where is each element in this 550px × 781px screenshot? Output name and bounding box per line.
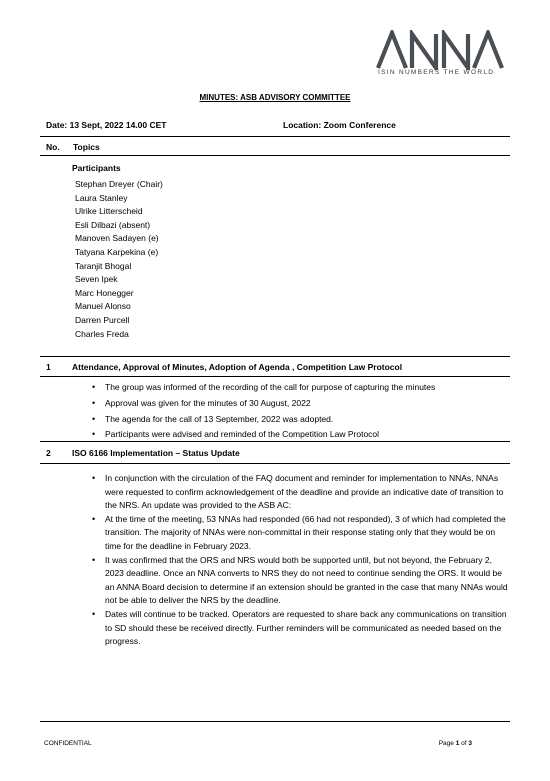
bullet-item: • Participants were advised and reminded of the Competition Law Protocol [92,428,512,442]
participant: Stephan Dreyer (Chair) [75,179,163,189]
section-2-bullets [92,472,512,649]
participant: Esli Dilbazi (absent) [75,219,151,230]
column-header-topics: Topics [73,142,100,152]
participant: Marc Honegger [75,287,134,298]
participant: Manuel Alonso [75,301,131,312]
section-number: 1 [46,362,51,372]
logo-tagline: ISIN NUMBERS THE WORLD [378,69,495,76]
meeting-date: Date: 13 Sept, 2022 14.00 CET [46,120,167,130]
divider [40,136,510,137]
participant: Charles Freda [75,328,129,339]
section-title: ISO 6166 Implementation – Status Update [72,448,240,458]
footer-confidential: CONFIDENTIAL [44,740,92,747]
total-pages: 3 [468,740,472,747]
bullet-item: • Dates will continue to be tracked. Operators are requested to share back any communications on transition to SD should these be received directly. Further reminders will be communicated as needed based on the progress. [92,608,512,649]
participant: Darren Purcell [75,314,130,325]
anna-logo-mark [372,30,522,70]
participant: Seven Ipek [75,274,118,285]
participant: Taranjit Bhogal [75,260,132,271]
divider [40,356,510,357]
participant: Manoven Sadayen (e) [75,233,159,244]
participant: Tatyana Karpekina (e) [75,246,159,257]
divider [40,376,510,377]
section-1-bullets [92,381,512,444]
section-number: 2 [46,448,51,458]
page-of: of [461,740,467,747]
bullet-item: • The group was informed of the recording of the call for purpose of capturing the minutes [92,381,512,395]
current-page: 1 [455,740,460,747]
bullet-item: • It was confirmed that the ORS and NRS would both be supported until, but not beyond, the February 2, 2023 deadline. Once an NNA converts to NRS they do not need to continue sending the ORS. It would be an ANNA Board decision to determine if an extension should be granted in the case that many NNAs would not be able to deliver the NRS by the deadline. [92,554,512,608]
participant: Laura Stanley [75,192,128,203]
divider [40,463,510,464]
page-label: Page [438,740,454,747]
bullet-item: • The agenda for the call of 13 September, 2022 was adopted. [92,413,512,427]
section-title: Attendance, Approval of Minutes, Adoption of Agenda , Competition Law Protocol [72,362,403,372]
document-title: MINUTES: ASB ADVISORY COMMITTEE [199,93,351,102]
divider [40,155,510,156]
meeting-location: Location: Zoom Conference [283,120,396,130]
page-number [439,740,472,747]
bullet-item: • Approval was given for the minutes of 30 August, 2022 [92,397,512,411]
participant: Ulrike Litterscheid [75,206,143,217]
column-header-no: No. [46,142,60,152]
bullet-item: • In conjunction with the circulation of the FAQ document and reminder for implementation to NNAs, NNAs were requested to confirm acknowledgement of the deadline and provide an indicative date of transition to the NRS. An update was provided to the ASB AC: [92,472,512,513]
participants-list [75,178,163,341]
footer-divider [40,721,510,722]
bullet-item: • At the time of the meeting, 53 NNAs had responded (66 had not responded), 3 of which had completed the transition. The majority of NNAs were non-committal in their response stating only that they would be on time for the deadline in February 2023. [92,513,512,554]
divider [40,441,510,442]
participants-heading: Participants [72,163,121,173]
